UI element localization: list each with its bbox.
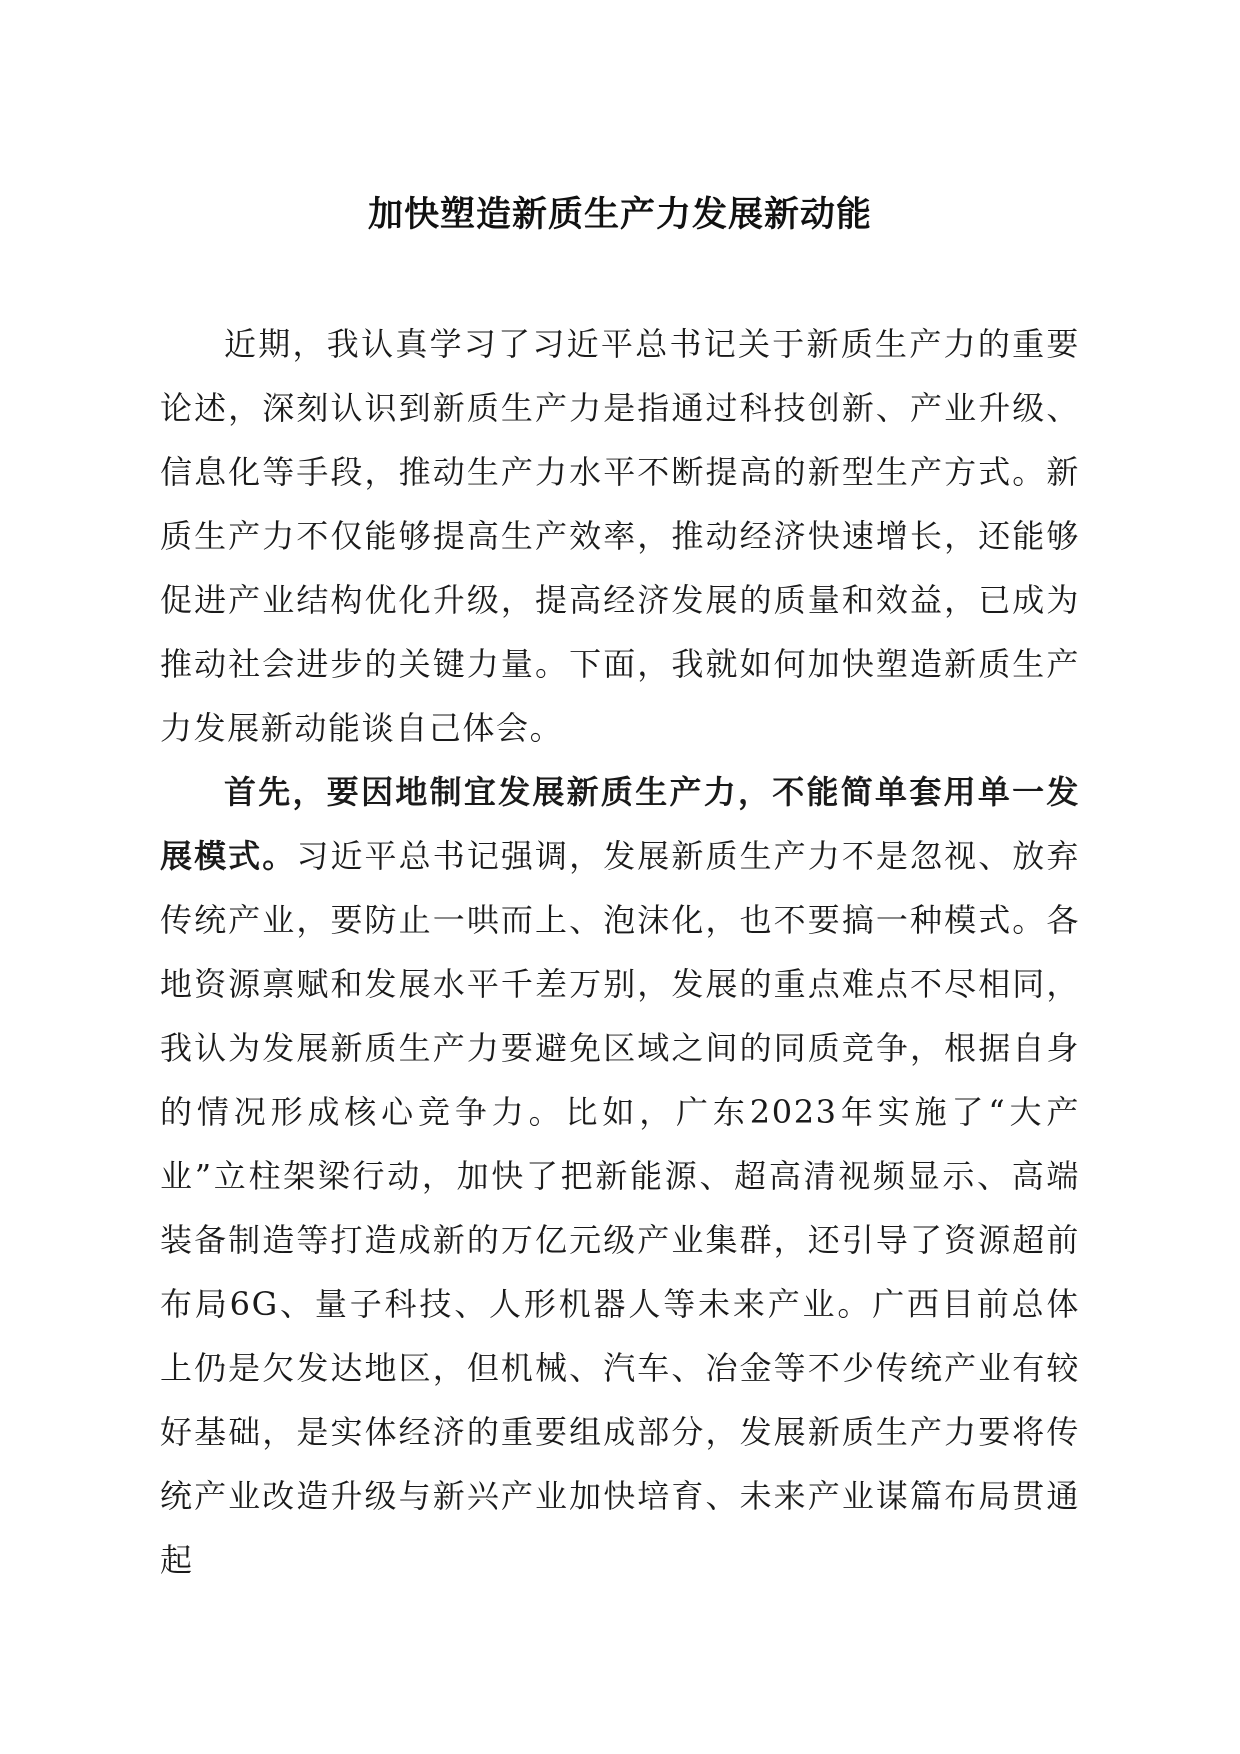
document-title: 加快塑造新质生产力发展新动能 <box>367 195 872 235</box>
paragraph-text: 习近平总书记强调，发展新质生产力不是忽视、放弃传统产业，要防止一哄而上、泡沫化，也不要搞一种模式。各地资源禀赋和发展水平千差万别，发展的重点难点不尽相同，我认为发展新质生产力要避免区域之间的同质竞争，根据自身的情况形成核心竞争力。比如，广东2023年实施了“大产业”立柱架梁行动，加快了把新能源、超高清视频显示、高端装备制造等打造成新的万亿元级产业集群，还引导了资源超前布局6G、量子科技、人形机器人等未来产业。广西目前总体上仍是欠发达地区，但机械、汽车、冶金等不少传统产业有较好基础，是实体经济的重要组成部分，发展新质生产力要将传统产业改造升级与新兴产业加快培育、未来产业谋篇布局贯通起 <box>160 837 1080 1579</box>
document-body <box>160 312 1080 1592</box>
paragraph-lead-bold: 首先，要因地制宜发展新质生产力，不能简单套用单一发展模式。 <box>160 773 1080 875</box>
paragraph-intro <box>160 312 1080 760</box>
paragraph-text: 近期，我认真学习了习近平总书记关于新质生产力的重要论述，深刻认识到新质生产力是指通过科技创新、产业升级、信息化等手段，推动生产力水平不断提高的新型生产方式。新质生产力不仅能够提高生产效率，推动经济快速增长，还能够促进产业结构优化升级，提高经济发展的质量和效益，已成为推动社会进步的关键力量。下面，我就如何加快塑造新质生产力发展新动能谈自己体会。 <box>160 325 1080 747</box>
paragraph-first-point <box>160 760 1080 1592</box>
